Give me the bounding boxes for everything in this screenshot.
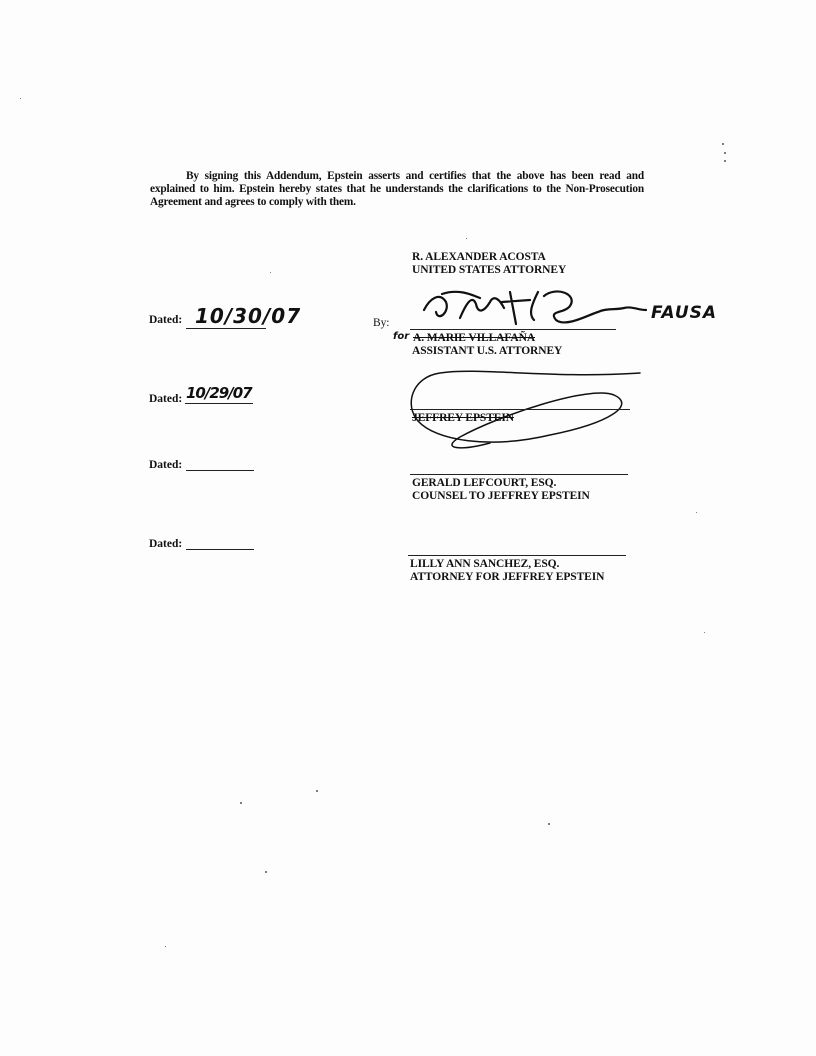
- scan-speck: [270, 272, 271, 273]
- signature-line-4: [408, 555, 626, 556]
- signer-name-4: LILLY ANN SANCHEZ, ESQ.: [410, 558, 560, 570]
- scan-speck: [265, 871, 267, 873]
- by-label: By:: [373, 317, 390, 329]
- us-attorney-name: R. ALEXANDER ACOSTA: [412, 251, 546, 263]
- signer-name-2: JEFFREY EPSTEIN: [412, 412, 514, 424]
- dated-underline-3: [186, 470, 254, 471]
- scan-speck: [165, 946, 166, 947]
- scan-speck: [466, 238, 467, 239]
- struck-signer-name: A. MARIE VILLAFAÑA: [413, 332, 536, 344]
- scan-speck: [316, 790, 318, 792]
- signature-line-2: [410, 409, 630, 410]
- signature-line-1: [410, 329, 616, 330]
- scan-speck: [704, 632, 705, 633]
- scan-speck: [696, 512, 697, 513]
- signer-title-4: ATTORNEY FOR JEFFREY EPSTEIN: [410, 571, 605, 583]
- signer-name-3: GERALD LEFCOURT, ESQ.: [412, 477, 557, 489]
- dated-underline-2: [185, 403, 253, 404]
- scan-speck: [20, 98, 21, 99]
- scan-speck: [724, 152, 726, 154]
- signature-line-3: [410, 474, 628, 475]
- scan-speck: [722, 143, 724, 145]
- certification-paragraph: By signing this Addendum, Epstein asserts and certifies that the above has been read and explained to him. Epstein hereby states that he understands the clarifications to the Non-Prosecution Agreement and agrees to comply with them.: [150, 170, 644, 208]
- dated-underline-4: [186, 549, 254, 550]
- dated-underline-1: [186, 328, 266, 329]
- scan-speck: [724, 160, 726, 162]
- scan-speck: [240, 802, 242, 804]
- dated-label-2: Dated:: [149, 393, 183, 405]
- handwritten-date-2: 10/29/07: [186, 384, 252, 402]
- dated-label-3: Dated:: [149, 459, 183, 471]
- scan-speck: [548, 823, 550, 825]
- us-attorney-title: UNITED STATES ATTORNEY: [412, 264, 567, 276]
- dated-label-1: Dated:: [149, 314, 183, 326]
- fausa-mark: FAUSA: [651, 303, 718, 323]
- signer-title-1: ASSISTANT U.S. ATTORNEY: [412, 345, 563, 357]
- signer-title-3: COUNSEL TO JEFFREY EPSTEIN: [412, 490, 590, 502]
- for-mark: for: [393, 331, 410, 342]
- epstein-signature: [400, 365, 650, 455]
- handwritten-date-1: 10/30/07: [195, 304, 302, 328]
- dated-label-4: Dated:: [149, 538, 183, 550]
